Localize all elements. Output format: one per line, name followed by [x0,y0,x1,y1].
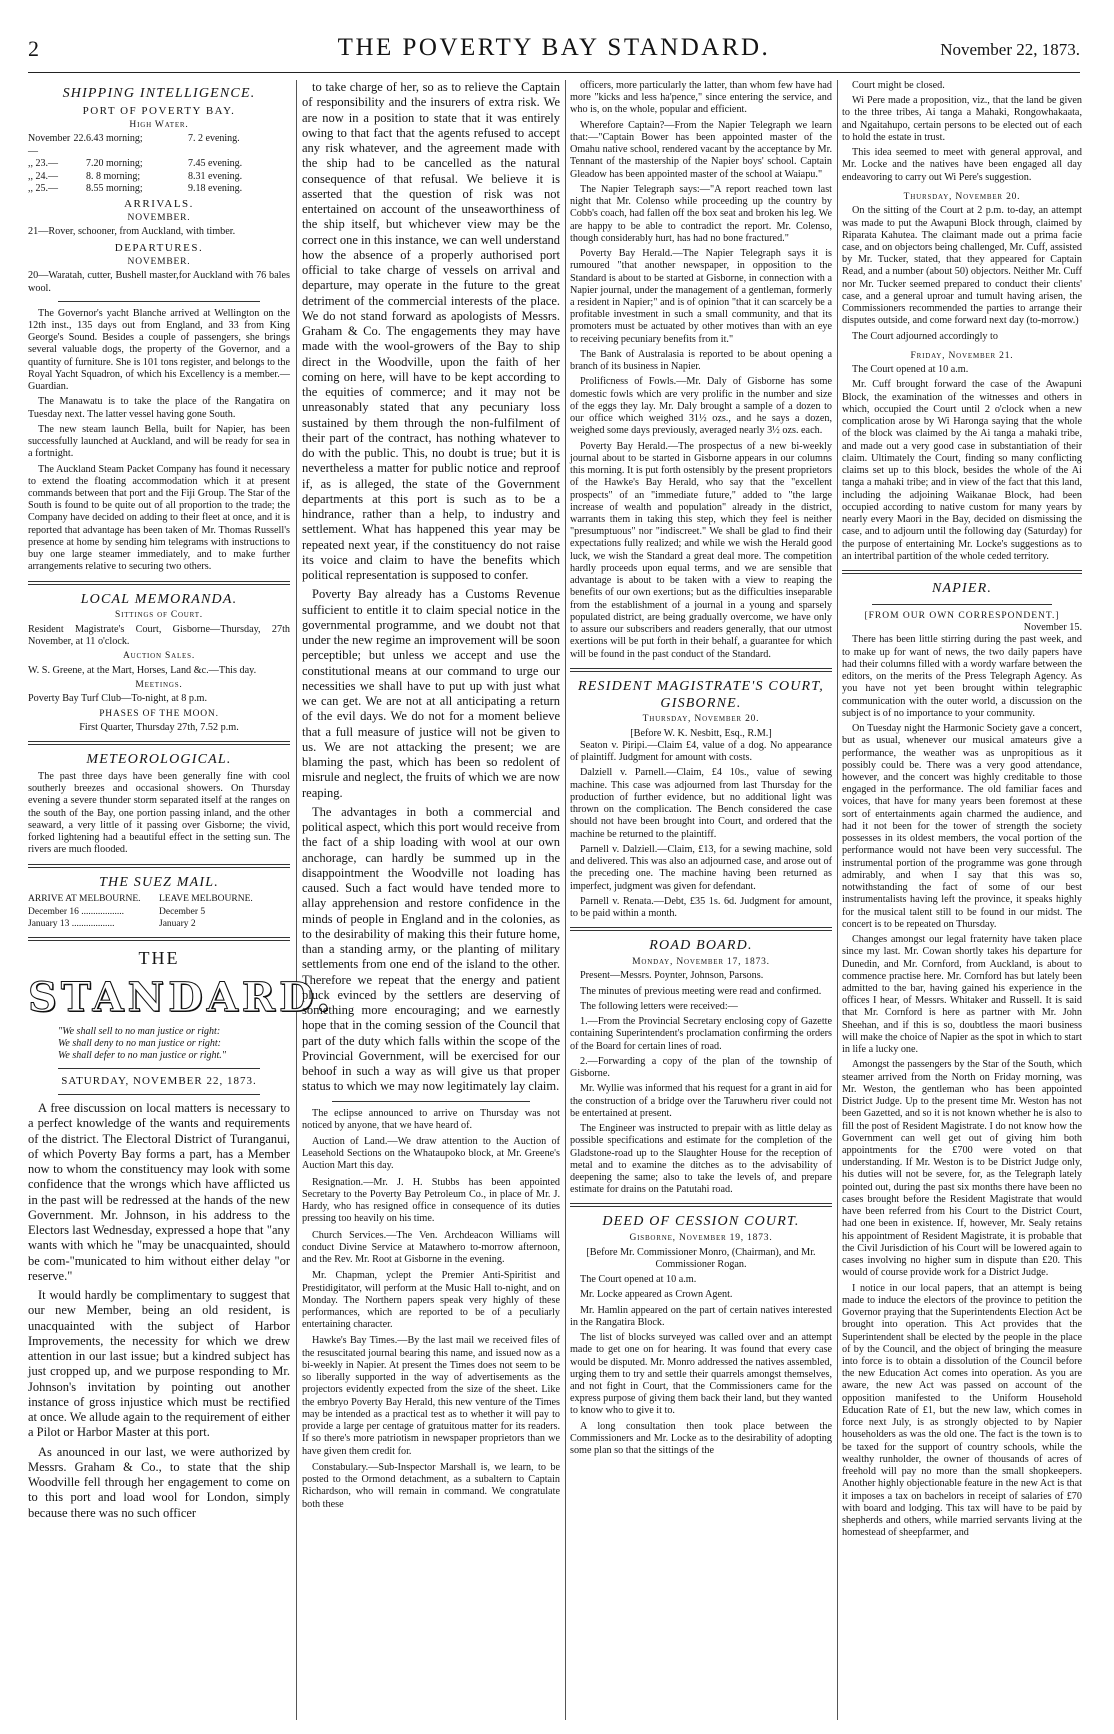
napier-paragraph: I notice in our local papers, that an attempt is being made to induce the electors of the province to petition the Governor praying that the Superintendents Election Act be brought into operation. This Act provides that the Superintendent shall be elected by the people in the place of by the Council, and the object of bringing the measure into force is to obtain a dissolution of the Council before the new Education Act comes into operation. As you are aware, the new Act was passed on account of the opposition manifested to the Uniform Household Education Rate of £1, but the new law, which comes in force next July, is as strongly objected to by Napier householders as was the old one. The fact is the town is to be taxed for the support of country schools, while the wealthy runholder, the owner of thousands of acres of freehold will pay no more than the small shopkeepers. Another highly objectionable feature in the new Act is that it imposes a tax on bachelors in receipt of salaries of £70 with board and lodging. This tax will have to be paid by shepherds and others, while married servants living at the homestead of sheepfarmer, and [842,1282,1082,1539]
suez-arrive-1: December 16 .................. [28,906,125,917]
shipping-paragraph: The Manawatu is to take the place of the Rangatira on Tuesday next. The latter vessel having gone South. [28,396,290,420]
section-heading-napier: NAPIER. [931,580,993,596]
news-note: Prolificness of Fowls.—Mr. Daly of Gisborne has some domestic fowls which are very prolific in the number and size of the eggs they lay. Mr. Daly brought a sample of a dozen to our office which weighed 31½ ozs., and he says a dozen, weighed some days previously, averaged nearly 3½ ozs. each. [570,376,832,437]
news-note: Poverty Bay Herald.—The prospectus of a new bi-weekly journal about to be started in Gisborne appears in our columns this morning. It is put forth ostensibly by the present proprietors of the Hawke's Bay Herald, who say that the "excellent prospects" of an "immediate future," added to "the large increase of wealth and population" already in the district, warrants them in taking this step, which they feel is neither "presumptuous" nor "indiscreet." We shall be glad to find their expectations fully realized; and while we wish the Herald good luck, we wish the Standard a great deal more. The competition hardly proceeds upon equal terms, and we are sensible that advantage is about to be taken with a view to reaping the benefits of our own exertions; but as the difficulties inseparable from the establishment of a journal in a young and sparsely populated district, are being gradually overcome, we have only to assure our subscribers and readers generally, that our utmost exertions will be put forth in their behalf, a guarantee for which will be found in the past conduct of the Standard. [570,440,832,660]
shipping-news [28,308,290,574]
tide-row [28,158,290,171]
tide-morning: 8. 8 morning; [86,170,141,182]
local-notes-continued [570,80,832,661]
court-paragraph: Mr. Cuff brought forward the case of the Awapuni Block, the examination of the witnesses and others in which, occupied the Court until 2 o'clock when a new complication arose by Wi Haronga saying that the whole of the block was claimed by the Ai tanga a mahaki tribe, and made out a very good case in substantiation of their claim. Ultimately the Court, finding so many conflicting claims set up to this block, besides the whole of the Ai tanga a mahaki tribe; and in view of the fact that this land, including the adjoining Waikanae Block, had been occupied according to native custom for many years by nearly every Maori in the Bay, decided on dismissing the case, and to adjourn until the following day (Saturday) for the purpose of entertaining Mr. Locke's suggestions as to an intertribal partition of the whole ceded territory. [842,379,1082,562]
deed-court-paragraph: Mr. Locke appeared as Crown Agent. [580,1289,733,1301]
news-note: Resignation.—Mr. J. H. Stubbs has been appointed Secretary to the Poverty Bay Petroleum Co., in place of Mr. J. Hardy, who has resigned office in consequence of its duties pressing too heavily on his time. [302,1176,560,1225]
editorial-paragraph: As anounced in our last, we were authorized by Messrs. Graham & Co., to state that the ship Woodville fell through her engagement to come on to this port and load wool for London, simply because there was no such officer [28,1444,290,1520]
news-note: The Napier Telegraph says:—"A report reached town last night that Mr. Colenso while proceeding up the country by Cobb's coach, had fallen off the box seat and broken his leg. We are happy to be able to contradict the report. Mr. Colenso, though considerably hurt, has had no bone fractured." [570,183,832,244]
editorial-text [28,1101,290,1521]
deed-court-paragraph: A long consultation then took place between the Commissioners and Mr. Locke as to the desirability of adopting some plan so that the sittings of the [570,1420,832,1457]
editorial-paragraph: to take charge of her, so as to relieve the Captain of responsibility and the insurers of extra risk. We are now in a position to state that it was entirely owing to that fact that the agents refused to accept any risk whatever, and the agreement made with the ship had to be cancelled as the natural consequence of that refusal. We believe it is asserted that the question of risk was not entertained on account of the unseaworthiness of the ship itself, but whichever view may be the correct one in this instance, we can well understand how the absence of a properly authorised port official to take charge of vessels on arrival and departure, may operate in the future to the great detriment of the commercial interests of the place. We do not stand forward as apologists of Messrs. Graham & Co. The engagements they may have made with the wool-growers of the Bay to ship direct in the Woodville, upon the faith of her coming on here, will have to be kept according to the equities of commerce; and it may not be unreasonably stated that any pecuniary loss sustained by them through the non-fulfilment of their part of the contract, has nothing whatever to do with the public. This, no doubt is true; but it is nevertheless a matter for public notice and reproof if, as is alleged, the state of the Government departments at this port is such as to be a hindrance, rather than a help, to industry and settlement. What has happened this year may be repeated next year, if the constituency do not raise its voice and claim to have the benefits which political representation is supposed to confer. [302,80,560,582]
motto-line: We shall defer to no man justice or right." [58,1050,226,1062]
tide-evening: 9.18 evening. [188,183,243,195]
news-note: Auction of Land.—We draw attention to the Auction of Leasehold Sections on the Whataupoko block, at Mr. Greene's Auction Mart this day. [302,1135,560,1172]
divider [28,581,290,585]
road-board-paragraph: The Engineer was instructed to prepair with as little delay as possible specifications and estimate for the completion of the Gladstone-road up to the Slaughter House for the reception of metal and to examine the ditches as to the advisability of deepening the same; also to take the levels of, and prepare estimate for drains on the Patutahi road. [570,1123,832,1196]
tide-day: November 22.— [28,133,86,157]
divider [570,1203,832,1207]
divider [28,741,290,745]
suez-leave-header: LEAVE MELBOURNE. [159,894,253,905]
tide-morning: 6.43 morning; [86,133,143,145]
port-heading: PORT OF POVERTY BAY. [82,104,236,117]
meetings-text: Poverty Bay Turf Club—To-night, at 8 p.m. [28,693,207,705]
sittings-label: Sittings of Court. [115,610,203,621]
section-heading-local: LOCAL MEMORANDA. [80,591,238,607]
moon-label: PHASES OF THE MOON. [99,708,219,719]
road-board-paragraph: 1.—From the Provincial Secretary enclosing copy of Gazette containing Superintendent's proclamation confirming the orders of the Board for certain lines of road. [570,1016,832,1052]
napier-paragraph: Changes amongst our legal fraternity have taken place since my last. Mr. Cowan shortly takes his departure for Dunedin, and Mr. Cornford, from Auckland, is about to commence practise here. Mr. Cornford has but lately been admitted to the bar, having gained his experience in the offices I hear, of Messrs. Whitaker and Russell. It is said that Mr. Cornford is here as partner with Mr. John Sheehan, and if this is so, doubtless the maori business will make the choice of Napier as the spot in which to start in life a lucky one. [842,934,1082,1056]
arrival-entry: 21—Rover, schooner, from Auckland, with timber. [28,226,236,238]
deed-court-paragraph: The list of blocks surveyed was called over and an attempt made to get one on for hearing. It was found that every case would be disputed. Mr. Monro addressed the natives assembled, urging them to try and settle their quarrels amongst themselves, and not fight in Court, that the Commissioners came for the express purpose of giving them back their land, but they wanted to know who to give it to. [570,1332,832,1417]
napier-paragraph: Amongst the passengers by the Star of the South, which steamer arrived from the North on Friday morning, was Mr. Weston, the gentleman who has been appointed District Judge. Up to the present time Mr. Weston has not been Gazetted, and so it is not known whether he is also to fill the post of Resident Magistrate. I do not know how the Government can well get out of giving him both appointments for the £700 were voted on that understanding. If Mr. Weston is to be District Judge only, his duties will not be severe, for, as the Telegraph lately pointed out, during the past six months there have been no cases brought before the Resident Magistrate that would have been referred from his Court to the District Court, had one been in existence. If, however, Mr. Sealy retains his appointment of Resident Magistrate, it is probable that the Civil Jurisdiction of his Court will be lowered again to cases involving no higher sum in dispute than £20. This would of course provide work for a District Judge. [842,1059,1082,1279]
court-paragraph: The Court opened at 10 a.m. [852,364,969,376]
road-board-paragraph: Mr. Wyllie was informed that his request for a grant in aid for the construction of a bridge over the Taruwheru river could not be entertained at present. [570,1083,832,1119]
section-heading-rm-court: RESIDENT MAGISTRATE'S COURT, GISBORNE. [578,678,824,711]
court-case: Dalziell v. Parnell.—Claim, £4 10s., value of sewing machine. This case was adjourned from last Thursday for the production of further evidence, but no additional light was thrown on the complication. The Bench considered the case should not have been brought into Court, and ordered that the machine be returned to the plaintiff. [570,767,832,840]
shipping-paragraph: The Governor's yacht Blanche arrived at Wellington on the 12th inst., 135 days out from England, and 33 from King George's Sound. Besides a couple of passengers, she brings several valuable dogs, the property of the Governor, and a quantity of furniture. She is 101 tons register, and belongs to the Royal Yacht Squadron, of which his Excellency is a member.—Guardian. [28,307,290,393]
deed-court-continued [842,80,1082,184]
court-case: Parnell v. Renata.—Debt, £35 1s. 6d. Judgment for amount, to be paid within a month. [570,895,832,920]
tide-evening: 8.31 evening. [188,170,243,182]
standard-the: THE [138,948,180,969]
departures-month: NOVEMBER. [127,256,191,267]
court-paragraph: The Court adjourned accordingly to [852,330,998,342]
section-heading-deed-court: DEED OF CESSION COURT. [602,1214,800,1230]
rm-court-cases [570,740,832,920]
tide-row [28,133,290,158]
editorial-paragraph: The advantages in both a commercial and political aspect, which this port would receive from the fact of a ship loading with wool at our own anchorage, can hardly be summed up in the disappointment the Woodville not loading has caused. Such a fact would have tended more to allay apprehension and restore confidence in the minds of people in England and in the colonies, as to the desirability of making this their future home, than a standing army, or the planting of military settlements from one end of the island to the other. Therefore we repeat that the energy and patient pluck evinced by the settlers are deserving of something more encouraging; and we earnestly hope that in the coming session of the Council that part of the duty which falls within the scope of the Provincial Government, will be exercised for our behoof in such a way as will give us that proper status to which we may now legitimately lay claim. [302,804,560,1094]
tide-row [28,183,290,196]
news-note: Constabulary.—Sub-Inspector Marshall is, we learn, to be posted to the Ormond detachment, as a subaltern to Captain Richardson, who will remain in command. We congratulate both these [302,1461,560,1510]
tide-morning: 7.20 morning; [86,158,143,170]
road-board-paragraph: The following letters were received:— [580,1000,738,1012]
road-board-paragraph: 2.—Forwarding a copy of the plan of the township of Gisborne. [570,1055,832,1080]
divider [58,301,260,302]
tide-day: ,, 25.— [28,183,58,195]
napier-byline: [FROM OUR OWN CORRESPONDENT.] [864,610,1060,621]
column-3 [570,80,832,1716]
news-note: officers, more particularly the latter, than whom few have had more "kicks and less ha'pence," since entering the service, and who is, on the whole, popular and efficient. [570,80,833,116]
tide-evening: 7.45 evening. [188,158,243,170]
news-note: Mr. Chapman, yclept the Premier Anti-Spiritist and Prestidigitator, will perform at the Music Hall to-night, and on Monday. The Northern papers speak very highly of these performances, which are reported to be of a peculiarly entertaining character. [302,1270,560,1331]
masthead [28,30,1080,73]
departure-entry: 20—Waratah, cutter, Bushell master,for Auckland with 76 bales wool. [28,270,290,294]
divider [28,937,290,941]
court-paragraph: On the sitting of the Court at 2 p.m. to-day, an attempt was made to put the Awapuni Block through, claimed by Riparata Kahutea. The claimant made out a prima facie case, and on objectors being challenged, Mr. Cuff, assisted by Mr. Tucker, stated, that they appeared for Captain Read, and a number (about 50) objectors. Neither Mr. Cuff nor Mr. Tucker seemed prepared to conduct their clients' case, and a general uproar and tumult having arisen, the Commissioners recommended the parties to arrange their disputes outside, and come forward next day (to-morrow.) [842,205,1082,327]
divider [28,864,290,868]
issue-date: November 22, 1873. [940,40,1080,59]
deed-court-paragraph: Mr. Hamlin appeared on the part of certain natives interested in the Rangatira Block. [570,1304,832,1328]
divider [570,668,832,672]
deed-court-paragraph: Court might be closed. [852,80,945,91]
thursday-heading: Thursday, November 20. [903,191,1021,202]
local-notes [302,1108,560,1511]
meteorological-text: The past three days have been generally fine with cool southerly breezes and occasional showers. On Thursday evening a severe thunder storm separated itself at the ranges on the south of the Bay, one portion passing inland, and the other seaward, a very little of it passing over Gisborne; the vivid, forked lightening had a beautiful effect in the setting sun. The rivers are much flooded. [28,770,290,856]
auction-label: Auction Sales. [122,651,196,662]
deed-court-report [570,1274,832,1457]
column-4 [842,80,1082,1716]
napier-date: November 15. [1023,622,1082,634]
deed-court-paragraph: Wi Pere made a proposition, viz., that the land be given to the three tribes, Ai tanga a Mahaki, Rongowhakaata, and Ngaitahupo, certain persons to be elected out of each to hold the estate in trust. [842,95,1082,143]
court-case: Parnell v. Dalziell.—Claim, £13, for a sewing machine, sold and delivered. This was also an adjourned case, and arose out of the preceding one. The machine having been returned as imperfect, judgment was given for defendant. [570,843,832,892]
court-case: Seaton v. Piripi.—Claim £4, value of a dog. No appearance of plaintiff. Judgment for amount with costs. [570,740,832,764]
column-rule [837,80,838,1720]
tide-morning: 8.55 morning; [86,183,143,195]
news-note: Poverty Bay Herald.—The Napier Telegraph says it is rumoured "that another newspaper, in opposition to the Standard is about to be started at Gisborne, in connection with a Napier journal, under the management of a gentleman, formerly a resident in Napier;" and is of opinion "that it can scarcely be a profitable investment in such a small community, and that its promoters must be actuated by other motives than with an eye to receiving pecuniary benefits from it." [570,248,832,345]
shipping-paragraph: The Auckland Steam Packet Company has found it necessary to extend the floating accommodation which it at present commands between that port and the Fiji Group. The Star of the South is found to be quite out of all proportion to the trade; the Company have decided on adding to their fleet at once, and it is reported that advantage has been taken of Mr. Thomas Russell's presence at home by sending him telegrams with instructions to buy one large steamer immediately, and to make further arrangements relative to securing two others. [28,463,290,573]
road-board-present: Present—Messrs. Poynter, Johnson, Parsons. [580,970,764,982]
editorial-paragraph: Poverty Bay already has a Customs Revenue sufficient to entitle it to claim special notice in the governmental programme, and we doubt not that under the new regime an improvement will be soon perceptible; but unless we accept and use the constitutional means at our command to urge our necessities we shall have to put up with just what we can get. We are not at all anticipating a return of the evil days. We do not for a moment believe that a full measure of justice will not be given to us. We are not attacking the present; we are blaming the past, which has been so redolent of misrule and neglect, the fruits of which we are now reaping. [302,587,560,800]
suez-arrive-header: ARRIVE AT MELBOURNE. [28,894,141,905]
friday-heading: Friday, November 21. [910,350,1014,361]
road-board-paragraph: The minutes of previous meeting were read and confirmed. [580,985,822,997]
motto-line: "We shall sell to no man justice or right: [58,1026,221,1038]
deed-court-paragraph: The Court opened at 10 a.m. [580,1274,697,1286]
napier-paragraph: There has been little stirring during the past week, and to make up for want of news, the two daily papers have had their columns filled with a wordy warfare between the editors, on the merits of the Press Telegraph Agency. As you have not yet been brought within telegraphic communication with the outer world, a discussion on the subject is of no importance to your community. [842,634,1082,719]
news-note: The eclipse announced to arrive on Thursday was not noticed by anyone, that we have heard of. [302,1107,560,1131]
motto-line: We shall deny to no man justice or right: [58,1038,221,1050]
tide-day: ,, 24.— [28,170,58,182]
column-1 [28,80,335,1716]
divider [58,1068,260,1069]
section-heading-road-board: ROAD BOARD. [649,938,753,954]
tide-row [28,171,290,184]
divider [332,1101,530,1102]
rm-court-date: Thursday, November 20. [642,714,760,725]
column-2 [302,80,560,1716]
moon-text: First Quarter, Thursday 27th, 7.52 p.m. [79,721,239,733]
news-note: The Bank of Australasia is reported to be about opening a branch of its business in Napier. [570,348,832,373]
road-board-date: Monday, November 17, 1873. [632,957,770,968]
high-water-label: High Water. [129,119,189,130]
tide-day: ,, 23.— [28,158,58,170]
page-number: 2 [28,36,39,61]
road-board-minutes [570,986,832,1197]
divider [58,1094,260,1095]
sittings-text: Resident Magistrate's Court, Gisborne—Thursday, 27th November, at 11 o'clock. [28,623,290,648]
suez-arrive-2: January 13 .................. [28,919,115,930]
news-note: Wherefore Captain?—From the Napier Telegraph we learn that:—"Captain Bower has been appointed master of the Omahu native school, rendered vacant by the acceptance by Mr. Tennant of the mastership of the Napier boys' school. Captain Gleadow has been appointed master of the school at Waiapu." [570,119,832,180]
editorial-paragraph: A free discussion on local matters is necessary to a perfect knowledge of the wants and requirements of the district. The Electoral District of Turanganui, of which Poverty Bay forms a part, has a Member now to whom the constituency may look with some confidence that the wrongs which have afflicted us in the past will be redressed at the hands of the new Government. Mr. Johnson, in his address to the Electors last Wednesday, expressed a hope that "any wants with which he "may be unacquainted, should be com-"municated to him without either delay "or reserve." [28,1101,290,1283]
tide-table [28,133,290,196]
thursday-report [842,205,1082,343]
friday-report [842,364,1082,563]
deed-court-bench: [Before Mr. Commissioner Monro, (Chairman), and Mr. Commissioner Rogan. [586,1246,816,1270]
column-rule [565,80,566,1720]
newspaper-title: THE POVERTY BAY STANDARD. [337,34,771,61]
section-heading-meteorological: METEOROLOGICAL. [86,752,232,768]
napier-paragraph: On Tuesday night the Harmonic Society gave a concert, but as usual, whenever our musical amateurs give a performance, the weather was as unpropitious as it possibly could be. There was a very good attendance, however, and the concert was highly creditable to those engaged in the performance. The old familiar faces and voices, that have for many years been foremost at these sort of entertainments again charmed the audience, and had it not been for the tower of strength the society possesses in its oldest members, the vocal portion of the performance would not have been very successful. The instrumental portion of the programme was gone through admirably, and when I say that this was so, notwithstanding the fact of some of our best instrumentalists having left the province, it speaks highly for the musical talent still to be found in our midst. The concert is to be repeated on Thursday. [842,723,1082,930]
meetings-label: Meetings. [135,679,183,690]
suez-mail-table [28,893,290,930]
suez-leave-1: December 5 [159,906,206,917]
news-note: Hawke's Bay Times.—By the last mail we received files of the resuscitated journal bearing this name, and issued now as a bi-weekly in Napier. At present the Times does not seem to be so liberally supported in the way of advertisements as the projectors evidently expected from the size of the sheet. Like the embryo Poverty Bay Herald, this new venture of the Times may be intended as a practical test as to whether it will pay to provide a large per centage of gratuitous matter for its readers. If so there's more patriotism in newspaper proprietors than we have given them credit for. [302,1335,560,1457]
editorial-paragraph: It would hardly be complimentary to suggest that our new Member, being an old resident, is unacquainted with the subject of Harbor Improvements, the necessity for which we drew attention in our last issue; but a kindred subject has just cropped up, and we purpose responding to Mr. Johnson's invitation by pointing out another instance of gross injustice which must be rectified at once. We allude again to the requirement of either a Pilot or Harbor Master at this port. [28,1288,290,1440]
arrivals-heading: ARRIVALS. [124,197,194,210]
news-note: Church Services.—The Ven. Archdeacon Williams will conduct Divine Service at Matawhero to-morrow afternoon, and the Rev. Mr. Root at Gisborne in the evening. [302,1229,560,1266]
auction-text: W. S. Greene, at the Mart, Horses, Land &c.—This day. [28,664,257,676]
napier-report [842,634,1082,1539]
arrivals-month: NOVEMBER. [127,213,191,224]
standard-nameplate: STANDARD. [28,974,335,1022]
divider [842,570,1082,574]
rm-court-bench: [Before W. K. Nesbitt, Esq., R.M.] [630,727,772,739]
divider [570,927,832,931]
deed-court-paragraph: This idea seemed to meet with general approval, and Mr. Locke and the natives have been engaged all day endeavoring to carry out Wi Pere's suggestion. [842,147,1082,183]
section-heading-suez: THE SUEZ MAIL. [99,874,219,890]
shipping-paragraph: The new steam launch Bella, built for Napier, has been successfully launched at Auckland, and will be ready for sea in a fortnight. [28,423,290,460]
departures-heading: DEPARTURES. [114,241,204,254]
editorial-continued [302,80,560,1095]
section-heading-shipping: SHIPPING INTELLIGENCE. [62,86,256,101]
suez-leave-2: January 2 [159,919,196,930]
divider [872,604,1052,605]
tide-evening: 7. 2 evening. [188,133,240,145]
editorial-dateline: SATURDAY, NOVEMBER 22, 1873. [61,1075,257,1088]
column-rule [296,80,297,1720]
deed-court-date: Gisborne, November 19, 1873. [629,1233,773,1244]
